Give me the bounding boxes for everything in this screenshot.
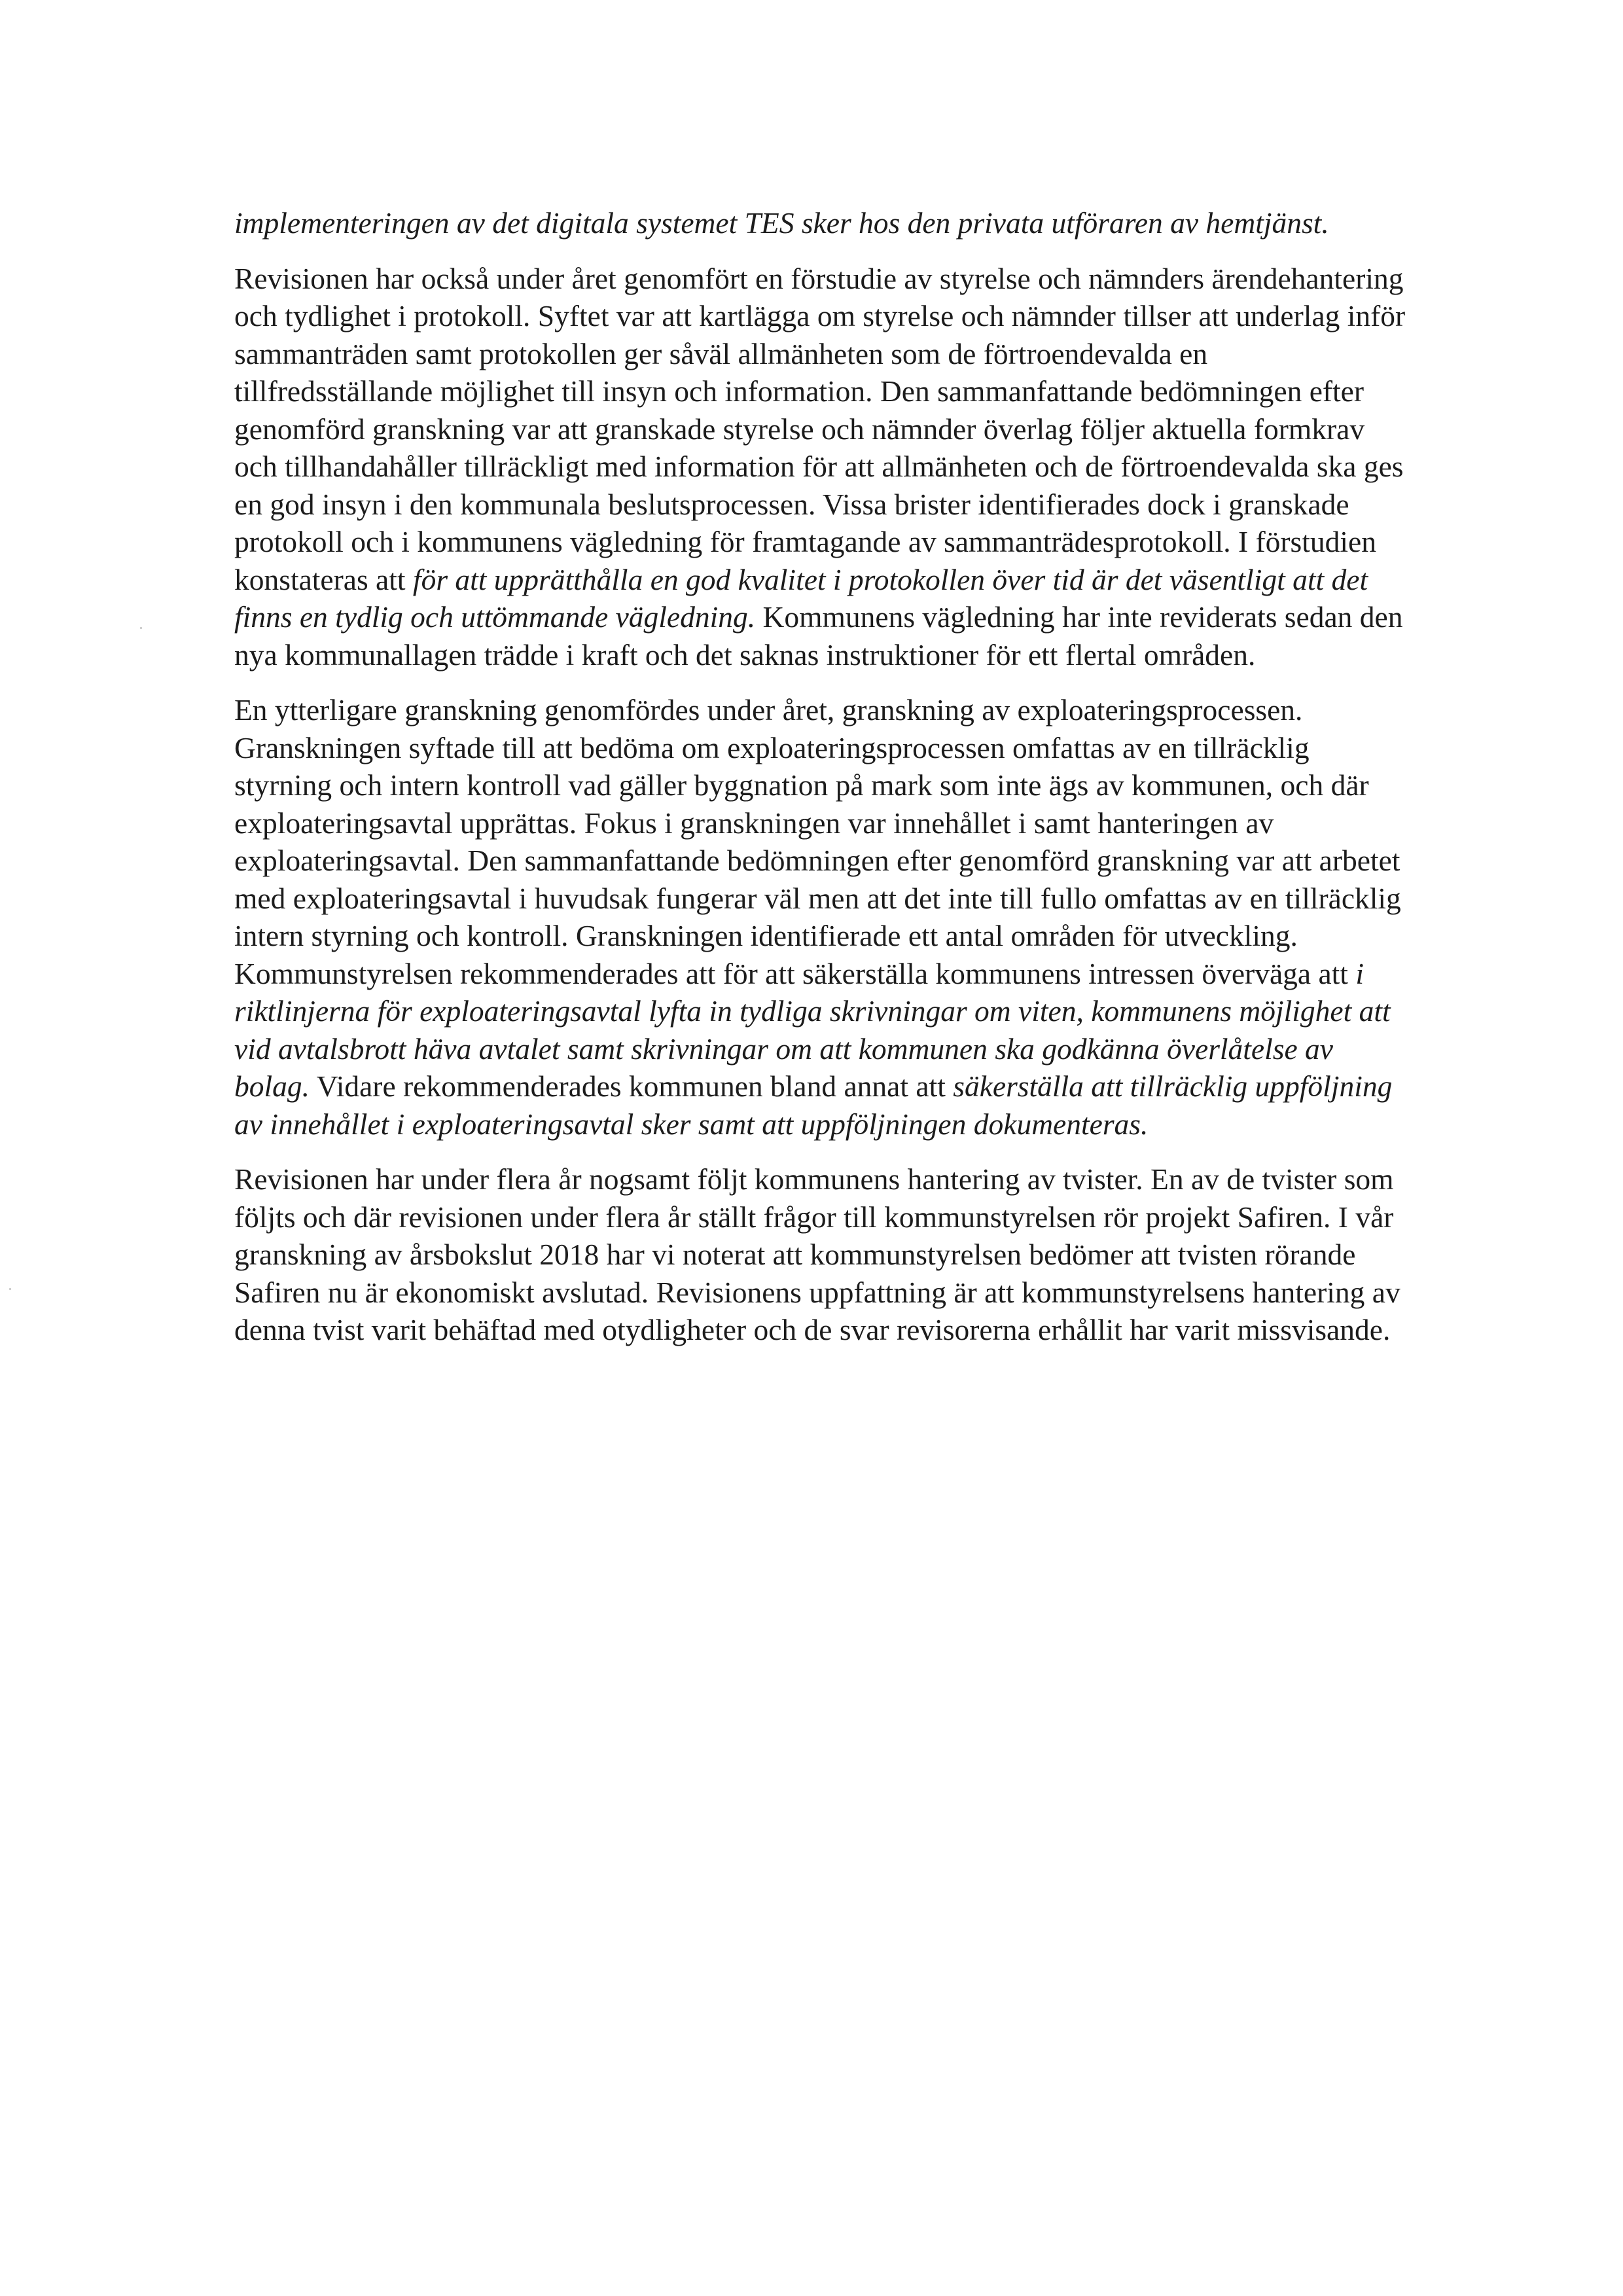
paragraph-exploatering	[234, 691, 1406, 1143]
document-body	[234, 204, 1406, 1367]
body-text: Kommunens vägledning har inte reviderats sedan den nya kommunallagen trädde i kraft och det saknas instruktioner för ett flertal områden.	[234, 600, 1403, 672]
italic-quote: säkerställa att tillräcklig uppföljning av innehållet i exploateringsavtal sker samt att uppföljningen dokumenteras.	[234, 1069, 1393, 1141]
body-text: Revisionen har också under året genomfört en förstudie av styrelse och nämnders ärendehantering och tydlighet i protokoll. Syftet var att kartlägga om styrelse och nämnder tillser att underlag inför sammanträden samt protokollen ger såväl allmänheten som de förtroendevalda en tillfredsställande möjlighet till insyn och information. Den sammanfattande bedömningen efter genomförd granskning var att granskade styrelse och nämnder överlag följer aktuella formkrav och tillhandahåller tillräckligt med information för att allmänheten och de förtroendevalda ska ges en god insyn i den kommunala beslutsprocessen. Vissa brister identifierades dock i granskade protokoll och i kommunens vägledning för framtagande av sammanträdesprotokoll. I förstudien konstateras att	[234, 261, 1406, 596]
paragraph-forstudie	[234, 260, 1406, 674]
body-text: En ytterligare granskning genomfördes under året, granskning av exploateringsprocessen. Granskningen syftade till att bedöma om exploateringsprocessen omfattas av en tillräcklig styrning och intern kontroll vad gäller byggnation på mark som inte ägs av kommunen, och där exploateringsavtal upprättas. Fokus i granskningen var innehållet i samt hanteringen av exploateringsavtal. Den sammanfattande bedömningen efter genomförd granskning var att arbetet med exploateringsavtal i huvudsak fungerar väl men att det inte till fullo omfattas av en tillräcklig intern styrning och kontroll. Granskningen identifierade ett antal områden för utveckling. Kommunstyrelsen rekommenderades att för att säkerställa kommunens intressen överväga att	[234, 693, 1401, 990]
paragraph-tvister	[234, 1160, 1406, 1349]
italic-quote: i riktlinjerna för exploateringsavtal lyfta in tydliga skrivningar om viten, kommunens möjlighet att vid avtalsbrott häva avtalet samt skrivningar om att kommunen ska godkänna överlåtelse av bolag.	[234, 956, 1391, 1103]
italic-text: implementeringen av det digitala systemet TES sker hos den privata utföraren av hemtjänst.	[234, 206, 1329, 240]
italic-quote: för att upprätthålla en god kvalitet i protokollen över tid är det väsentligt att det finns en tydlig och uttömmande vägledning.	[234, 562, 1368, 634]
scan-speck	[9, 1288, 11, 1290]
body-text: Vidare rekommenderades kommunen bland annat att	[310, 1069, 954, 1103]
paragraph-hemtjanst	[234, 204, 1406, 242]
scan-speck	[140, 627, 142, 629]
body-text: Revisionen har under flera år nogsamt följt kommunens hantering av tvister. En av de tvister som följts och där revisionen under flera år ställt frågor till kommunstyrelsen rör projekt Safiren. I vår granskning av årsbokslut 2018 har vi noterat att kommunstyrelsen bedömer att tvisten rörande Safiren nu är ekonomiskt avslutad. Revisionens uppfattning är att kommunstyrelsens hantering av denna tvist varit behäftad med otydligheter och de svar revisorerna erhållit har varit missvisande.	[234, 1162, 1400, 1346]
